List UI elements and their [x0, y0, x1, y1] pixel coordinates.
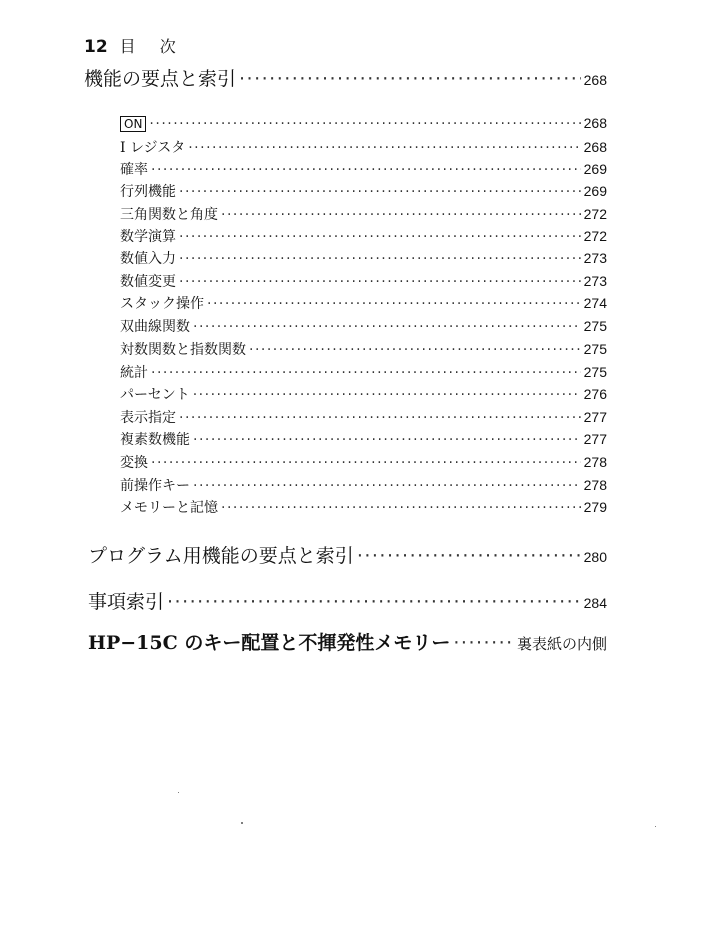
toc-item: [120, 115, 607, 132]
toc-page-reference: 裏表紙の内側: [516, 635, 607, 653]
toc-item: [120, 339, 607, 359]
toc-item-label: 確率: [120, 162, 148, 178]
toc-item-label: 三角関数と角度: [120, 207, 218, 223]
toc-page-number: 269: [583, 183, 607, 199]
toc-item-label: 表示指定: [120, 410, 176, 426]
page-number: 12: [84, 37, 108, 57]
toc-page-number: 273: [583, 273, 607, 289]
toc-item-label: I レジスタ: [120, 140, 186, 156]
toc-item-label: 双曲線関数: [120, 319, 190, 335]
toc-item: [120, 452, 607, 472]
toc-page-number: 284: [583, 595, 607, 611]
leader-dots: [179, 274, 581, 290]
toc-item: [120, 248, 607, 268]
toc-section-title: 事項索引: [88, 591, 165, 613]
toc-item-label: 変換: [120, 455, 148, 471]
toc-page-number: 278: [583, 454, 607, 470]
toc-section-function-index: [84, 64, 607, 91]
toc-page-number: 277: [583, 409, 607, 425]
leader-dots: [239, 68, 581, 90]
toc-item-label: スタック操作: [120, 296, 204, 312]
toc-page-number: 275: [583, 364, 607, 380]
model-name: HP−15C: [88, 632, 178, 654]
toc-page-number: 268: [583, 115, 607, 131]
leader-dots: [188, 140, 580, 156]
toc-page-number: 280: [583, 549, 607, 565]
toc-item: [120, 429, 607, 449]
leader-dots: [179, 229, 581, 245]
toc-page-number: 272: [583, 206, 607, 222]
toc-item: [120, 226, 607, 246]
header-title-char-1: 目: [119, 37, 136, 56]
toc-section-subject-index: [88, 587, 607, 614]
toc-item-label: 数値変更: [120, 274, 176, 290]
toc-item: [120, 497, 607, 517]
leader-dots: [179, 184, 581, 200]
toc-section-key-layout: [88, 628, 607, 655]
leader-dots: [193, 319, 581, 335]
leader-dots: [221, 207, 581, 223]
leader-dots: [357, 545, 581, 567]
toc-item: [120, 159, 607, 179]
toc-item-label: 統計: [120, 365, 148, 381]
leader-dots: [453, 632, 514, 654]
running-header: [84, 34, 176, 57]
toc-section-title-rest: のキー配置と不揮発性メモリー: [184, 632, 451, 654]
toc-item-label: 数値入力: [120, 251, 176, 267]
toc-item-label: 行列機能: [120, 184, 176, 200]
toc-item: [120, 384, 607, 404]
leader-dots: [151, 365, 581, 381]
toc-page-number: 274: [583, 295, 607, 311]
toc-item: [120, 475, 607, 495]
toc-item: [120, 316, 607, 336]
scan-speck: [655, 826, 656, 827]
toc-page-number: 272: [583, 228, 607, 244]
toc-item: [120, 271, 607, 291]
toc-page-number: 279: [583, 499, 607, 515]
toc-item-label: メモリーと記憶: [120, 500, 218, 516]
leader-dots: [151, 162, 581, 178]
toc-page-number: 268: [583, 139, 607, 155]
scan-speck: [178, 792, 179, 793]
leader-dots: [179, 410, 581, 426]
leader-dots: [179, 251, 581, 267]
toc-item: [120, 362, 607, 382]
toc-item-label: 複素数機能: [120, 432, 190, 448]
leader-dots: [151, 455, 581, 471]
leader-dots: [167, 591, 581, 613]
leader-dots: [193, 478, 581, 494]
toc-section-title: プログラム用機能の要点と索引: [88, 545, 354, 567]
toc-item: [120, 204, 607, 224]
toc-page-number: 277: [583, 431, 607, 447]
on-key-icon: ON: [120, 116, 146, 132]
header-title-char-2: 次: [159, 37, 176, 56]
toc-item-label: パーセント: [120, 387, 190, 403]
toc-page-number: 275: [583, 318, 607, 334]
toc-item-label: 数学演算: [120, 229, 176, 245]
toc-page-number: 269: [583, 161, 607, 177]
toc-page-number: 273: [583, 250, 607, 266]
scan-speck: [241, 822, 243, 824]
leader-dots: [207, 296, 581, 312]
toc-page-number: 278: [583, 477, 607, 493]
toc-item: [120, 407, 607, 427]
toc-page-number: 275: [583, 341, 607, 357]
leader-dots: [221, 500, 581, 516]
leader-dots: [249, 342, 581, 358]
leader-dots: [193, 432, 581, 448]
leader-dots: [193, 387, 581, 403]
toc-section-title: 機能の要点と索引: [84, 68, 237, 90]
toc-section-program-index: [88, 541, 607, 568]
toc-page-number: 276: [583, 386, 607, 402]
toc-item-label: 前操作キー: [120, 478, 190, 494]
toc-item: [120, 293, 607, 313]
leader-dots: [149, 116, 580, 132]
toc-section-title: [88, 628, 450, 655]
toc-item-label: 対数関数と指数関数: [120, 342, 246, 358]
toc-item: [120, 181, 607, 201]
toc-page-number: 268: [583, 72, 607, 88]
toc-item: [120, 137, 607, 157]
